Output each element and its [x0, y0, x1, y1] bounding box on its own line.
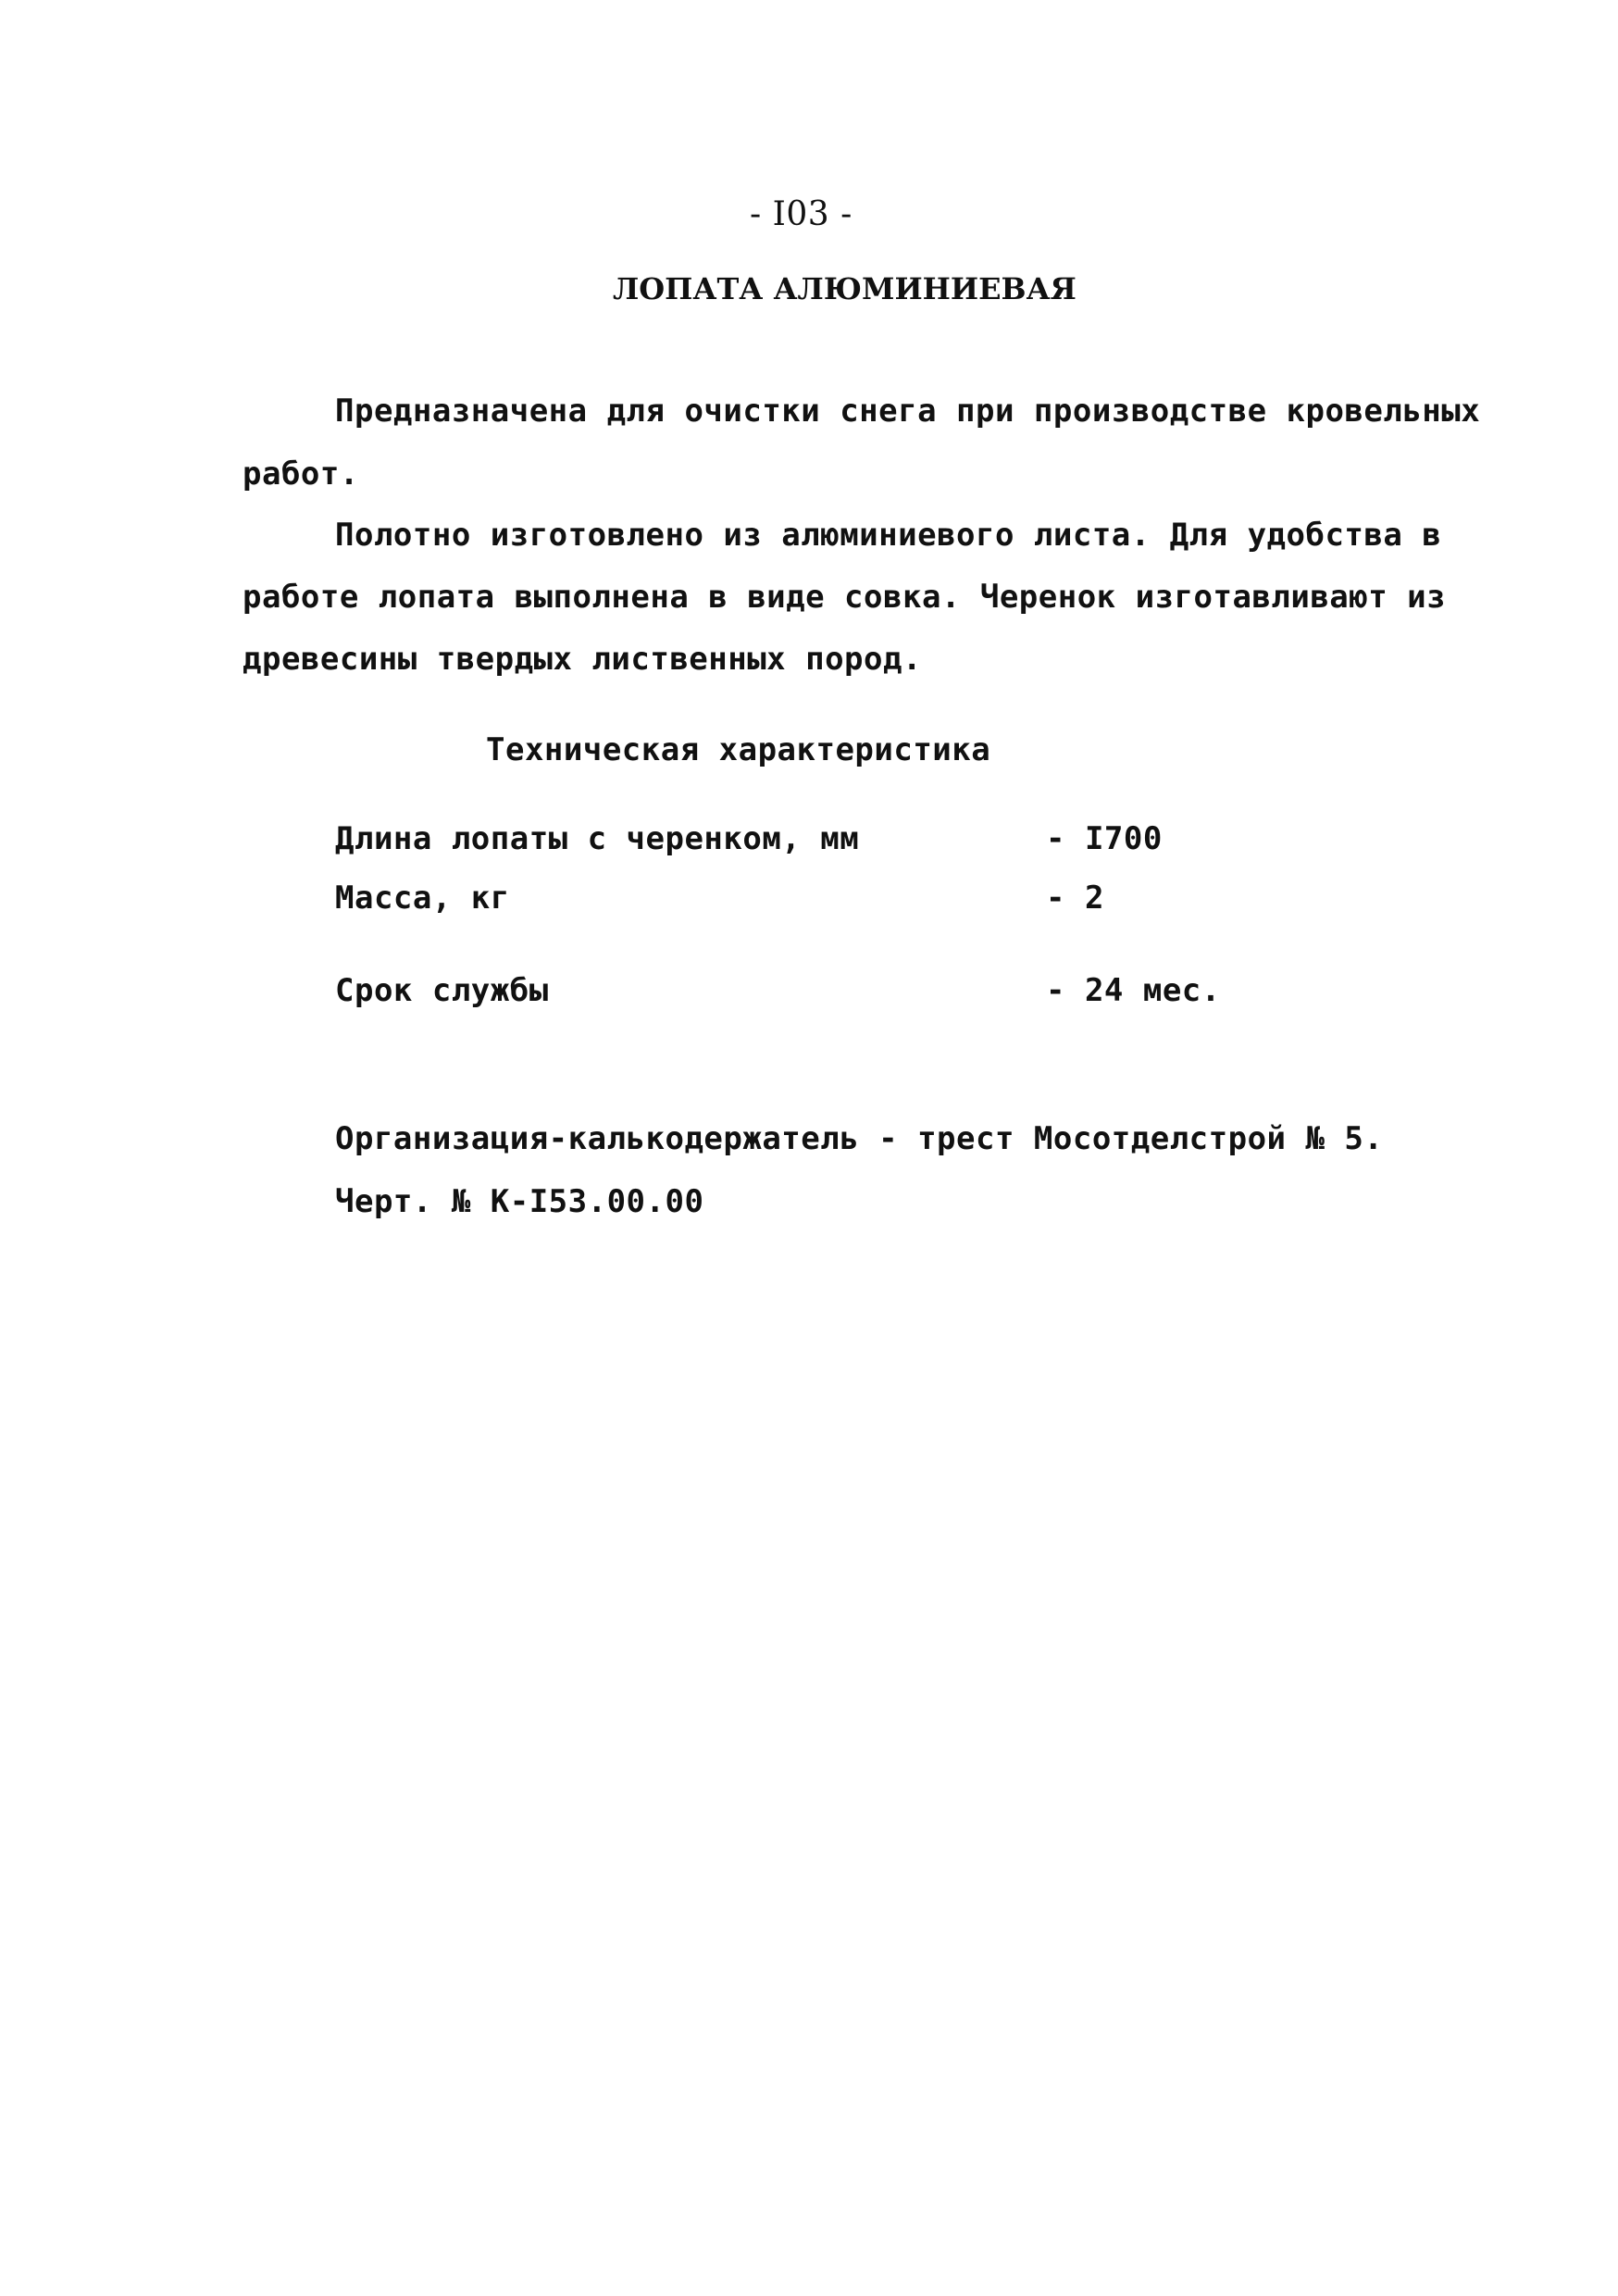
spec-label-length: Длина лопаты с черенком, мм	[335, 820, 860, 857]
purpose-paragraph-line-1: Предназначена для очистки снега при производстве кровельных	[335, 393, 1481, 430]
organization-holder: Организация-калькодержатель - трест Мосотделстрой № 5.	[335, 1120, 1384, 1157]
spec-label-service-life: Срок службы	[335, 972, 549, 1009]
description-paragraph-line-3: древесины твердых лиственных пород.	[243, 641, 922, 678]
spec-label-mass: Масса, кг	[335, 880, 510, 917]
description-paragraph-line-1: Полотно изготовлено из алюминиевого листа. Для удобства в	[335, 517, 1442, 554]
drawing-number: Черт. № К-I53.00.00	[335, 1183, 704, 1220]
description-paragraph-line-2: работе лопата выполнена в виде совка. Черенок изготавливают из	[243, 579, 1447, 616]
page-number: - I03 -	[750, 195, 853, 233]
purpose-paragraph-line-2: работ.	[243, 455, 359, 493]
spec-value-length: - I700	[1046, 820, 1163, 857]
spec-value-service-life: - 24 мес.	[1046, 972, 1221, 1009]
spec-value-mass: - 2	[1046, 880, 1104, 917]
document-title: ЛОПАТА АЛЮМИНИЕВАЯ	[613, 271, 1077, 306]
specs-heading: Техническая характеристика	[486, 731, 991, 768]
